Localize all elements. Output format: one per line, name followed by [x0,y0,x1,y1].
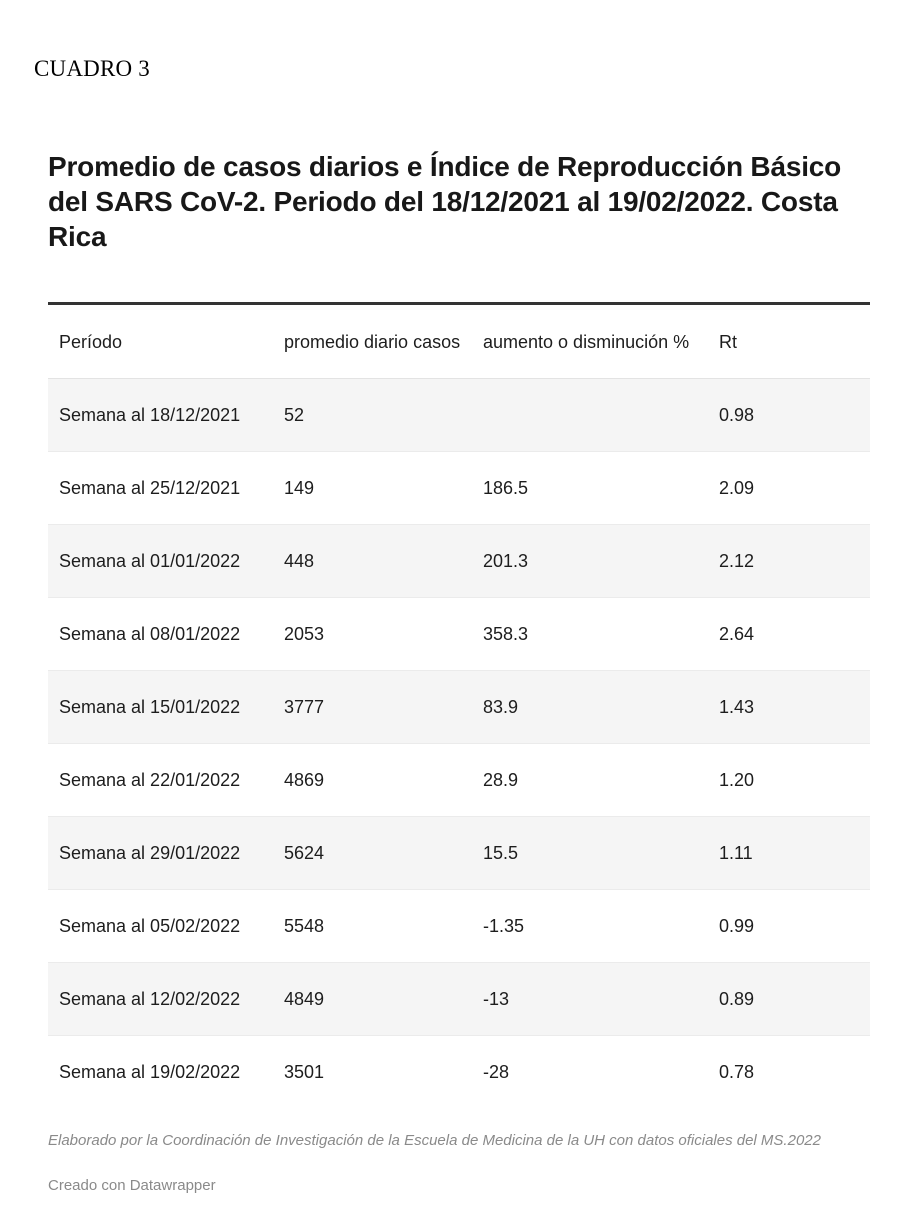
cell-aumento: 15.5 [472,817,708,890]
cell-aumento: 28.9 [472,744,708,817]
table-row [48,452,870,525]
cell-aumento: -1.35 [472,890,708,963]
cell-periodo: Semana al 15/01/2022 [48,671,273,744]
cell-periodo: Semana al 18/12/2021 [48,379,273,452]
cell-rt: 2.12 [708,525,870,598]
column-header-promedio: promedio diario casos [273,305,472,379]
cell-periodo: Semana al 08/01/2022 [48,598,273,671]
cell-rt: 1.11 [708,817,870,890]
table-row [48,1036,870,1109]
cell-periodo: Semana al 05/02/2022 [48,890,273,963]
table-row [48,379,870,452]
cell-periodo: Semana al 22/01/2022 [48,744,273,817]
cell-promedio: 2053 [273,598,472,671]
cell-promedio: 5548 [273,890,472,963]
table-row [48,598,870,671]
cell-aumento [472,379,708,452]
cell-aumento: -13 [472,963,708,1036]
cell-promedio: 3501 [273,1036,472,1109]
cell-aumento: 83.9 [472,671,708,744]
cell-rt: 0.78 [708,1036,870,1109]
table-row [48,963,870,1036]
cell-periodo: Semana al 25/12/2021 [48,452,273,525]
source-note: Elaborado por la Coordinación de Investigación de la Escuela de Medicina de la UH con datos oficiales del MS.2022 [48,1132,821,1149]
table-row [48,671,870,744]
cell-promedio: 149 [273,452,472,525]
cell-periodo: Semana al 01/01/2022 [48,525,273,598]
data-table-container [48,302,870,1108]
data-table [48,305,870,1108]
table-row [48,890,870,963]
cuadro-label: CUADRO 3 [34,56,150,81]
datawrapper-credit-link[interactable]: Creado con Datawrapper [48,1177,216,1194]
table-row [48,525,870,598]
table-title: Promedio de casos diarios e Índice de Reproducción Básico del SARS CoV-2. Periodo del 18/12/2021 al 19/02/2022. Costa Rica [48,151,842,252]
cell-aumento: -28 [472,1036,708,1109]
cell-aumento: 358.3 [472,598,708,671]
cell-rt: 2.64 [708,598,870,671]
cell-promedio: 4869 [273,744,472,817]
cell-rt: 1.43 [708,671,870,744]
cell-promedio: 448 [273,525,472,598]
cell-promedio: 3777 [273,671,472,744]
table-row [48,744,870,817]
cell-rt: 1.20 [708,744,870,817]
cell-rt: 2.09 [708,452,870,525]
cell-promedio: 4849 [273,963,472,1036]
column-header-aumento: aumento o disminución % [472,305,708,379]
cell-aumento: 186.5 [472,452,708,525]
column-header-rt: Rt [708,305,870,379]
cell-periodo: Semana al 12/02/2022 [48,963,273,1036]
cell-periodo: Semana al 29/01/2022 [48,817,273,890]
table-header-row [48,305,870,379]
cell-rt: 0.99 [708,890,870,963]
cell-rt: 0.89 [708,963,870,1036]
cell-aumento: 201.3 [472,525,708,598]
cell-periodo: Semana al 19/02/2022 [48,1036,273,1109]
column-header-periodo: Período [48,305,273,379]
cell-promedio: 52 [273,379,472,452]
cell-rt: 0.98 [708,379,870,452]
table-row [48,817,870,890]
cell-promedio: 5624 [273,817,472,890]
